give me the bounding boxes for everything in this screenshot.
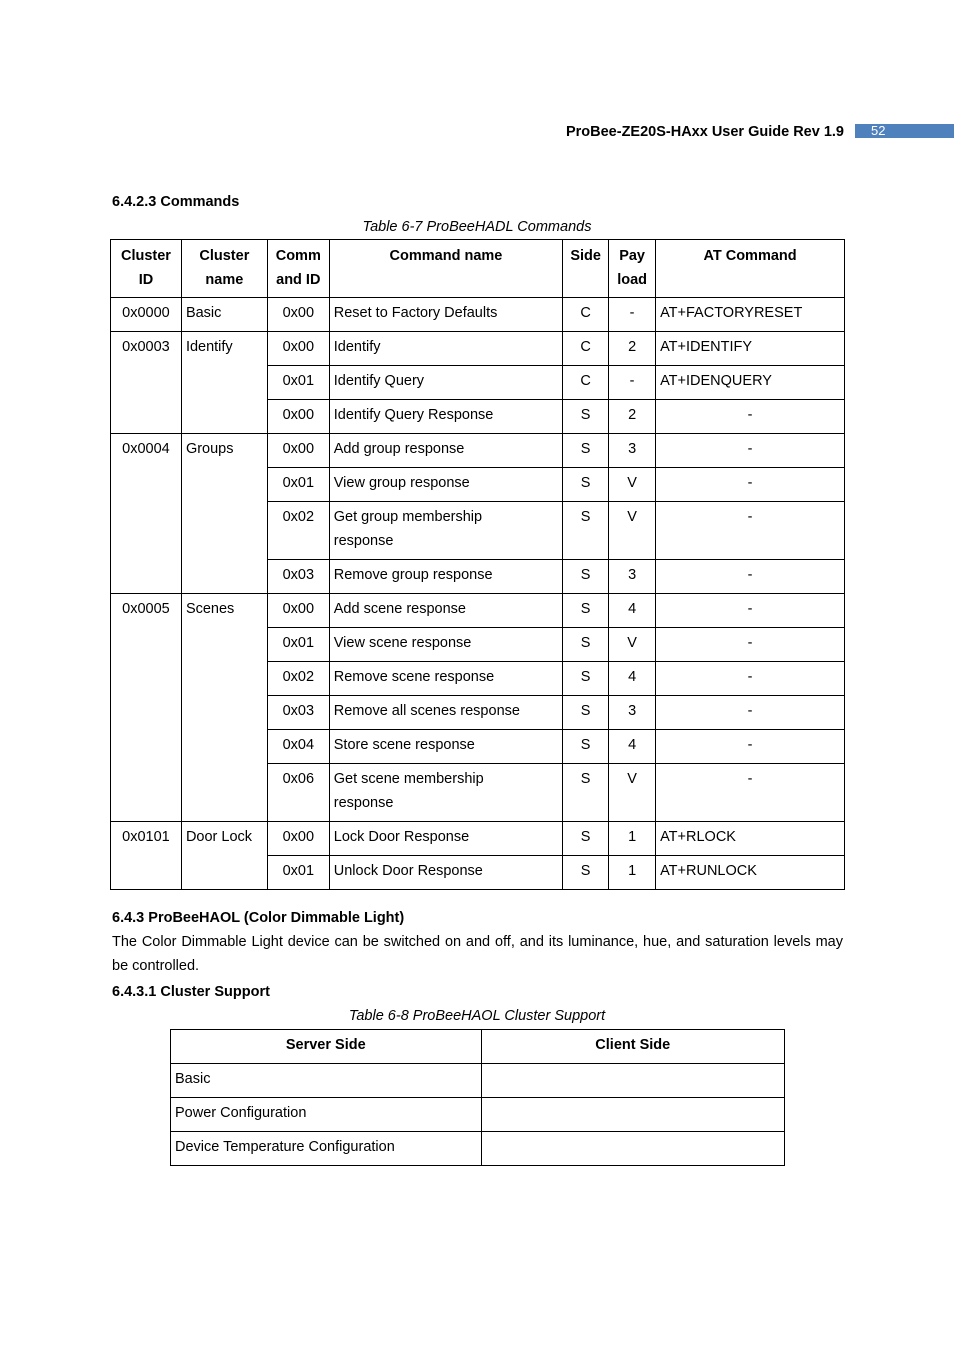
command-name-cell-text: Identify Query Response — [333, 407, 494, 423]
column-header-text: Cluster — [120, 248, 171, 264]
column-header-text: and ID — [276, 272, 321, 288]
side-cell: S — [563, 468, 609, 502]
command-name-cell-text: response — [333, 533, 394, 549]
cluster-id-cell: 0x0000 — [111, 298, 182, 332]
at-command-cell: - — [656, 560, 845, 594]
payload-cell: V — [609, 764, 656, 822]
at-command-cell: - — [656, 730, 845, 764]
commands-table — [110, 239, 845, 890]
side-cell: S — [563, 696, 609, 730]
table-row — [111, 822, 845, 856]
command-name-cell — [329, 434, 562, 468]
column-header — [181, 240, 267, 298]
column-header-text: Side — [570, 248, 601, 264]
column-header-text: load — [617, 272, 647, 288]
payload-cell: 4 — [609, 730, 656, 764]
cluster-support-table — [170, 1029, 785, 1166]
command-id-cell: 0x01 — [267, 628, 329, 662]
command-name-cell-text: Identify — [333, 339, 381, 355]
command-name-cell-text: View group response — [333, 475, 470, 491]
command-name-cell-text: View scene response — [333, 635, 472, 651]
server-cell: Basic — [171, 1064, 482, 1098]
command-name-cell — [329, 468, 562, 502]
at-command-cell: AT+RLOCK — [656, 822, 845, 856]
command-id-cell: 0x00 — [267, 400, 329, 434]
payload-cell: V — [609, 628, 656, 662]
command-id-cell: 0x02 — [267, 662, 329, 696]
column-header-text: AT Command — [703, 248, 797, 264]
side-cell: C — [563, 332, 609, 366]
table-row — [111, 298, 845, 332]
table-row — [111, 332, 845, 366]
command-name-cell — [329, 822, 562, 856]
command-id-cell: 0x02 — [267, 502, 329, 560]
command-name-cell-text: Remove scene response — [333, 669, 495, 685]
column-header-text: name — [205, 272, 244, 288]
side-cell: S — [563, 594, 609, 628]
at-command-cell: - — [656, 764, 845, 822]
command-name-cell — [329, 856, 562, 890]
payload-cell: 1 — [609, 822, 656, 856]
client-cell — [481, 1064, 784, 1098]
section-heading-commands: 6.4.2.3 Commands — [112, 194, 240, 210]
client-cell — [481, 1098, 784, 1132]
command-name-cell-text: Identify Query — [333, 373, 425, 389]
side-cell: C — [563, 366, 609, 400]
payload-cell: 2 — [609, 332, 656, 366]
side-cell: S — [563, 434, 609, 468]
table-caption-commands: Table 6-7 ProBeeHADL Commands — [362, 219, 592, 235]
command-id-cell: 0x03 — [267, 696, 329, 730]
command-id-cell: 0x00 — [267, 594, 329, 628]
at-command-cell: - — [656, 628, 845, 662]
side-cell: S — [563, 764, 609, 822]
command-name-cell-text: Add group response — [333, 441, 465, 457]
command-name-cell — [329, 560, 562, 594]
command-id-cell: 0x00 — [267, 822, 329, 856]
at-command-cell: - — [656, 400, 845, 434]
at-command-cell: - — [656, 434, 845, 468]
command-name-cell-text: Remove group response — [333, 567, 493, 583]
at-command-cell: - — [656, 696, 845, 730]
command-id-cell: 0x03 — [267, 560, 329, 594]
command-id-cell: 0x01 — [267, 468, 329, 502]
command-name-cell-text: response — [333, 795, 394, 811]
command-name-cell — [329, 764, 562, 822]
table-row — [111, 434, 845, 468]
column-header: Server Side — [171, 1030, 482, 1064]
section-heading-haol: 6.4.3 ProBeeHAOL (Color Dimmable Light) — [112, 910, 405, 926]
command-name-cell-text: Add scene response — [333, 601, 466, 617]
at-command-cell: - — [656, 662, 845, 696]
at-command-cell: - — [656, 502, 845, 560]
side-cell: S — [563, 730, 609, 764]
column-header-text: Cluster — [199, 248, 250, 264]
command-name-cell-text: Remove all scenes response — [333, 703, 520, 719]
command-name-cell-text: Get group membership — [333, 509, 483, 525]
command-name-cell-text: Unlock Door Response — [333, 863, 483, 879]
command-id-cell: 0x00 — [267, 434, 329, 468]
page-number: 52 — [855, 124, 954, 138]
cluster-id-cell: 0x0004 — [111, 434, 182, 594]
command-id-cell: 0x00 — [267, 298, 329, 332]
side-cell: S — [563, 560, 609, 594]
side-cell: S — [563, 662, 609, 696]
table-row — [171, 1098, 785, 1132]
column-header-text: Pay — [619, 248, 645, 264]
at-command-cell: - — [656, 468, 845, 502]
document-title: ProBee-ZE20S-HAxx User Guide Rev 1.9 — [565, 124, 844, 140]
cluster-name-cell: Groups — [181, 434, 267, 594]
column-header-text: Command name — [389, 248, 503, 264]
command-id-cell: 0x04 — [267, 730, 329, 764]
column-header: Client Side — [481, 1030, 784, 1064]
column-header-text: ID — [138, 272, 154, 288]
column-header — [329, 240, 562, 298]
cluster-name-cell: Identify — [181, 332, 267, 434]
server-cell: Device Temperature Configuration — [171, 1132, 482, 1166]
command-name-cell — [329, 730, 562, 764]
cluster-name-cell: Door Lock — [181, 822, 267, 890]
command-name-cell — [329, 298, 562, 332]
command-name-cell — [329, 332, 562, 366]
column-header-text: Comm — [275, 248, 321, 264]
payload-cell: V — [609, 468, 656, 502]
column-header — [656, 240, 845, 298]
side-cell: C — [563, 298, 609, 332]
table-header-row — [171, 1030, 785, 1064]
command-id-cell: 0x00 — [267, 332, 329, 366]
at-command-cell: AT+IDENQUERY — [656, 366, 845, 400]
subsection-heading-cluster-support: 6.4.3.1 Cluster Support — [112, 984, 270, 1000]
command-name-cell-text: Lock Door Response — [333, 829, 470, 845]
command-name-cell — [329, 502, 562, 560]
command-id-cell: 0x01 — [267, 856, 329, 890]
payload-cell: - — [609, 366, 656, 400]
table-row — [171, 1064, 785, 1098]
command-name-cell — [329, 628, 562, 662]
client-cell — [481, 1132, 784, 1166]
server-cell: Power Configuration — [171, 1098, 482, 1132]
command-name-cell-text: Get scene membership — [333, 771, 484, 787]
command-name-cell — [329, 662, 562, 696]
command-name-cell — [329, 400, 562, 434]
payload-cell: 4 — [609, 594, 656, 628]
column-header — [111, 240, 182, 298]
payload-cell: 3 — [609, 560, 656, 594]
side-cell: S — [563, 400, 609, 434]
side-cell: S — [563, 502, 609, 560]
table-header-row — [111, 240, 845, 298]
payload-cell: V — [609, 502, 656, 560]
cluster-id-cell: 0x0003 — [111, 332, 182, 434]
cluster-id-cell: 0x0101 — [111, 822, 182, 890]
command-id-cell: 0x06 — [267, 764, 329, 822]
payload-cell: 2 — [609, 400, 656, 434]
at-command-cell: - — [656, 594, 845, 628]
command-name-cell-text: Store scene response — [333, 737, 475, 753]
side-cell: S — [563, 822, 609, 856]
command-id-cell: 0x01 — [267, 366, 329, 400]
cluster-id-cell: 0x0005 — [111, 594, 182, 822]
column-header — [267, 240, 329, 298]
command-name-cell — [329, 366, 562, 400]
at-command-cell: AT+IDENTIFY — [656, 332, 845, 366]
at-command-cell: AT+RUNLOCK — [656, 856, 845, 890]
cluster-name-cell: Scenes — [181, 594, 267, 822]
section-paragraph: The Color Dimmable Light device can be switched on and off, and its luminance, hue, and saturation levels may be controlled. — [112, 934, 843, 974]
command-name-cell-text: Reset to Factory Defaults — [333, 305, 498, 321]
cluster-name-cell: Basic — [181, 298, 267, 332]
command-name-cell — [329, 594, 562, 628]
column-header — [609, 240, 656, 298]
side-cell: S — [563, 628, 609, 662]
payload-cell: 3 — [609, 696, 656, 730]
payload-cell: 4 — [609, 662, 656, 696]
payload-cell: - — [609, 298, 656, 332]
at-command-cell: AT+FACTORYRESET — [656, 298, 845, 332]
payload-cell: 3 — [609, 434, 656, 468]
side-cell: S — [563, 856, 609, 890]
table-row — [171, 1132, 785, 1166]
payload-cell: 1 — [609, 856, 656, 890]
column-header — [563, 240, 609, 298]
command-name-cell — [329, 696, 562, 730]
table-row — [111, 594, 845, 628]
table-caption-cluster-support: Table 6-8 ProBeeHAOL Cluster Support — [348, 1008, 606, 1024]
